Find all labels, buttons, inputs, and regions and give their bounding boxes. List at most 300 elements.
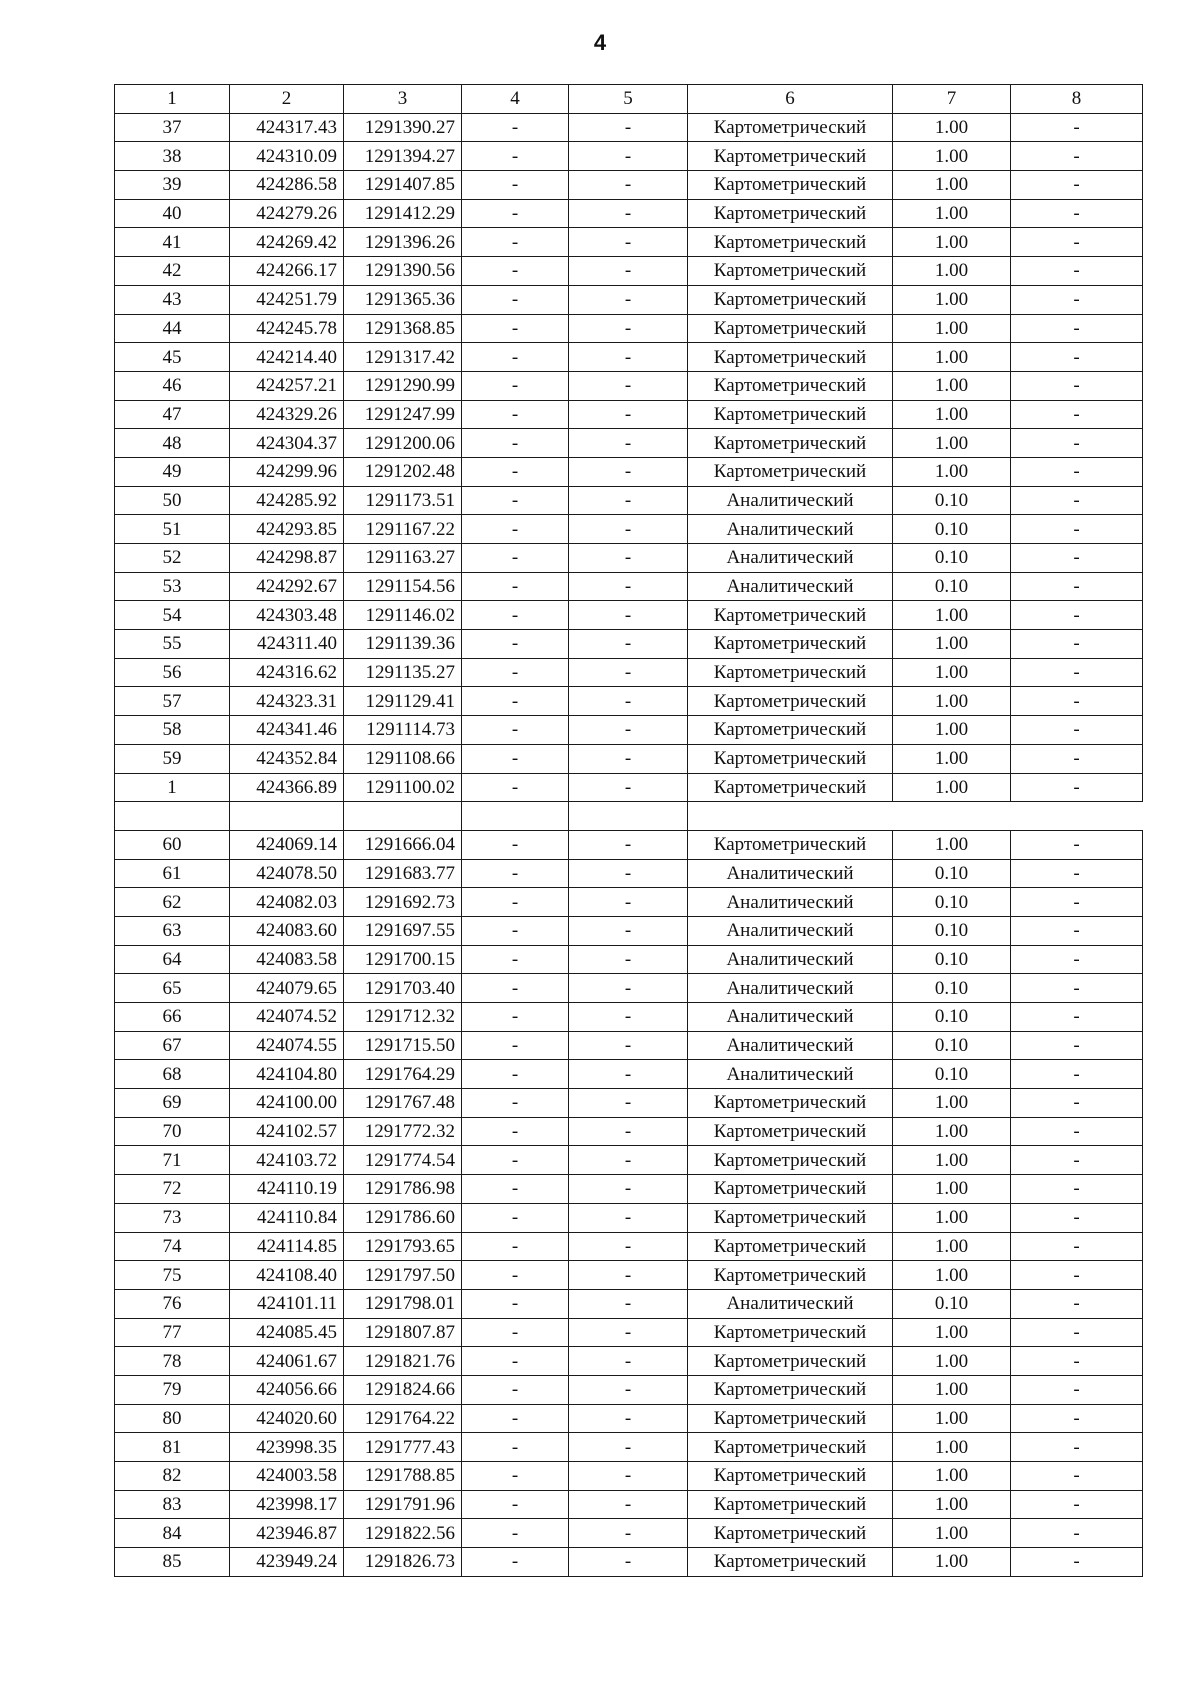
table-cell: - [1011,1347,1143,1376]
table-cell: Аналитический [688,1060,893,1089]
table-cell: 0.10 [893,1060,1011,1089]
table-cell: 66 [115,1003,230,1032]
table-cell: - [1011,199,1143,228]
table-cell: - [569,1289,688,1318]
table-cell: 51 [115,515,230,544]
table-cell: 1.00 [893,343,1011,372]
table-cell: 1291821.76 [344,1347,462,1376]
table-row [115,916,1143,945]
table-cell: 1.00 [893,199,1011,228]
table-cell: Аналитический [688,1031,893,1060]
table-cell: 1291129.41 [344,687,462,716]
table-cell: Картометрический [688,1404,893,1433]
table-cell: - [1011,1031,1143,1060]
table-cell: - [569,945,688,974]
table-cell: - [1011,285,1143,314]
table-cell: - [1011,1089,1143,1118]
table-cell: 41 [115,228,230,257]
table-cell: - [1011,572,1143,601]
table-cell: 1291826.73 [344,1548,462,1577]
table-cell: 424257.21 [230,371,344,400]
table-cell: 1291202.48 [344,457,462,486]
table-cell: 424214.40 [230,343,344,372]
table-cell: - [569,1490,688,1519]
table-row [115,744,1143,773]
table-cell: 65 [115,974,230,1003]
table-cell: 424279.26 [230,199,344,228]
table-row [115,228,1143,257]
table-cell: 424245.78 [230,314,344,343]
table-row [115,486,1143,515]
table-cell: - [1011,1462,1143,1491]
empty-cell [462,802,569,831]
table-row [115,1462,1143,1491]
table-cell: 85 [115,1548,230,1577]
column-header: 8 [1011,85,1143,114]
table-cell: - [1011,773,1143,802]
table-cell: Картометрический [688,1175,893,1204]
table-cell: 0.10 [893,945,1011,974]
table-cell: Аналитический [688,1003,893,1032]
table-cell: 424299.96 [230,457,344,486]
table-cell: - [462,1031,569,1060]
table-cell: - [569,974,688,1003]
table-cell: Картометрический [688,400,893,429]
table-cell: - [462,601,569,630]
table-row [115,171,1143,200]
table-cell: - [1011,830,1143,859]
table-cell: - [462,228,569,257]
column-header: 2 [230,85,344,114]
table-cell: - [569,171,688,200]
table-cell: 1.00 [893,1404,1011,1433]
table-cell: 1291774.54 [344,1146,462,1175]
table-cell: 58 [115,716,230,745]
table-cell: 1.00 [893,1146,1011,1175]
table-cell: - [569,457,688,486]
table-cell: - [462,1347,569,1376]
table-cell: 424114.85 [230,1232,344,1261]
table-cell: - [569,285,688,314]
table-cell: 1291807.87 [344,1318,462,1347]
table-cell: 1.00 [893,744,1011,773]
table-cell: - [1011,1375,1143,1404]
table-cell: 74 [115,1232,230,1261]
table-cell: 0.10 [893,1003,1011,1032]
table-cell: 1291703.40 [344,974,462,1003]
table-cell: 424316.62 [230,658,344,687]
table-cell: 57 [115,687,230,716]
table-cell: 70 [115,1117,230,1146]
table-cell: - [1011,1117,1143,1146]
table-cell: 1291793.65 [344,1232,462,1261]
table-cell: 424110.84 [230,1203,344,1232]
table-cell: 1.00 [893,1117,1011,1146]
table-cell: 1.00 [893,171,1011,200]
empty-cell [230,802,344,831]
table-cell: 1291146.02 [344,601,462,630]
table-cell: - [462,687,569,716]
table-cell: - [462,974,569,1003]
table-cell: 1291683.77 [344,859,462,888]
table-cell: Картометрический [688,113,893,142]
table-cell: Аналитический [688,945,893,974]
column-header: 5 [569,85,688,114]
table-cell: 424310.09 [230,142,344,171]
table-cell: 424103.72 [230,1146,344,1175]
table-cell: 1291139.36 [344,630,462,659]
table-cell: Картометрический [688,1347,893,1376]
column-header: 4 [462,85,569,114]
table-cell: 1291407.85 [344,171,462,200]
table-cell: - [1011,314,1143,343]
table-cell: 1291390.27 [344,113,462,142]
table-cell: 80 [115,1404,230,1433]
table-cell: 42 [115,257,230,286]
table-cell: - [569,1089,688,1118]
table-cell: 1291290.99 [344,371,462,400]
table-body [115,85,1143,1577]
table-cell: - [1011,716,1143,745]
table-cell: Картометрический [688,371,893,400]
table-cell: - [462,630,569,659]
table-cell: 424352.84 [230,744,344,773]
table-cell: 1291154.56 [344,572,462,601]
table-cell: - [569,1117,688,1146]
table-cell: 424020.60 [230,1404,344,1433]
table-cell: 424078.50 [230,859,344,888]
table-cell: - [569,113,688,142]
column-header: 6 [688,85,893,114]
column-header: 3 [344,85,462,114]
empty-cell [688,802,1143,831]
table-row [115,343,1143,372]
table-cell: 1.00 [893,687,1011,716]
table-cell: 76 [115,1289,230,1318]
table-cell: - [1011,658,1143,687]
table-cell: 1291712.32 [344,1003,462,1032]
table-row [115,1375,1143,1404]
table-cell: 1291394.27 [344,142,462,171]
table-cell: - [569,888,688,917]
table-cell: - [462,343,569,372]
table-cell: - [569,371,688,400]
table-cell: 1291824.66 [344,1375,462,1404]
table-cell: - [1011,1318,1143,1347]
table-cell: 424083.58 [230,945,344,974]
table-cell: - [462,544,569,573]
table-cell: 1.00 [893,658,1011,687]
table-cell: - [462,1060,569,1089]
table-cell: - [1011,228,1143,257]
table-cell: - [569,1261,688,1290]
table-cell: - [1011,1175,1143,1204]
table-cell: 1.00 [893,1462,1011,1491]
table-cell: 43 [115,285,230,314]
table-cell: - [462,1548,569,1577]
table-row [115,1060,1143,1089]
table-cell: 1.00 [893,716,1011,745]
table-cell: - [1011,257,1143,286]
table-cell: 1.00 [893,1175,1011,1204]
table-cell: 1.00 [893,830,1011,859]
table-cell: 67 [115,1031,230,1060]
table-cell: 1.00 [893,601,1011,630]
table-cell: Картометрический [688,687,893,716]
table-cell: 1.00 [893,1347,1011,1376]
table-row [115,888,1143,917]
table-cell: 53 [115,572,230,601]
table-row [115,830,1143,859]
table-cell: Картометрический [688,1117,893,1146]
table-cell: 424085.45 [230,1318,344,1347]
table-cell: Картометрический [688,199,893,228]
table-cell: 1291777.43 [344,1433,462,1462]
table-cell: Картометрический [688,630,893,659]
table-cell: - [569,1060,688,1089]
table-cell: 55 [115,630,230,659]
table-row [115,1232,1143,1261]
table-cell: Картометрический [688,830,893,859]
table-cell: - [569,1347,688,1376]
table-row [115,1003,1143,1032]
table-cell: - [569,343,688,372]
table-cell: 56 [115,658,230,687]
table-cell: - [569,314,688,343]
table-cell: 423949.24 [230,1548,344,1577]
table-cell: 59 [115,744,230,773]
table-cell: 1.00 [893,1261,1011,1290]
table-cell: - [1011,113,1143,142]
table-cell: - [569,142,688,171]
table-cell: 1291396.26 [344,228,462,257]
table-cell: 1291666.04 [344,830,462,859]
table-cell: 1.00 [893,1548,1011,1577]
table-cell: 423998.17 [230,1490,344,1519]
table-cell: 73 [115,1203,230,1232]
empty-cell [115,802,230,831]
table-cell: - [462,314,569,343]
table-cell: 37 [115,113,230,142]
table-cell: 1291100.02 [344,773,462,802]
table-cell: 83 [115,1490,230,1519]
table-cell: 1.00 [893,630,1011,659]
table-cell: - [569,773,688,802]
table-cell: 0.10 [893,515,1011,544]
table-cell: 424056.66 [230,1375,344,1404]
table-cell: 62 [115,888,230,917]
table-cell: Аналитический [688,572,893,601]
table-cell: 1.00 [893,285,1011,314]
table-cell: - [1011,687,1143,716]
table-cell: - [1011,1261,1143,1290]
table-cell: 424110.19 [230,1175,344,1204]
table-cell: Картометрический [688,343,893,372]
table-cell: - [569,1519,688,1548]
table-cell: - [1011,744,1143,773]
column-header: 1 [115,85,230,114]
table-header-row [115,85,1143,114]
table-cell: 1 [115,773,230,802]
table-cell: Картометрический [688,601,893,630]
table-cell: 1.00 [893,1490,1011,1519]
table-cell: - [1011,601,1143,630]
table-cell: 61 [115,859,230,888]
table-cell: - [569,1232,688,1261]
table-cell: - [569,1375,688,1404]
table-cell: 424083.60 [230,916,344,945]
table-cell: 1291368.85 [344,314,462,343]
table-cell: - [462,1089,569,1118]
table-cell: - [569,515,688,544]
table-cell: 1291798.01 [344,1289,462,1318]
table-cell: - [1011,171,1143,200]
table-cell: - [1011,888,1143,917]
table-cell: - [569,1003,688,1032]
table-cell: Картометрический [688,228,893,257]
table-cell: 45 [115,343,230,372]
table-cell: - [1011,859,1143,888]
table-cell: - [1011,1146,1143,1175]
table-cell: 1.00 [893,429,1011,458]
table-row [115,572,1143,601]
table-cell: Аналитический [688,544,893,573]
table-row [115,859,1143,888]
table-cell: 424061.67 [230,1347,344,1376]
table-row [115,285,1143,314]
table-cell: 1.00 [893,228,1011,257]
table-cell: 1.00 [893,773,1011,802]
table-cell: 424102.57 [230,1117,344,1146]
table-cell: - [462,1490,569,1519]
table-cell: - [1011,515,1143,544]
table-cell: - [1011,1203,1143,1232]
table-cell: 424003.58 [230,1462,344,1491]
table-cell: - [462,515,569,544]
table-cell: - [462,773,569,802]
table-cell: 424266.17 [230,257,344,286]
table-cell: Аналитический [688,888,893,917]
table-cell: - [569,601,688,630]
table-cell: 424298.87 [230,544,344,573]
table-cell: 424323.31 [230,687,344,716]
table-cell: - [1011,1433,1143,1462]
table-row [115,1404,1143,1433]
table-cell: 424293.85 [230,515,344,544]
table-row [115,773,1143,802]
table-cell: - [569,544,688,573]
table-cell: 423946.87 [230,1519,344,1548]
table-cell: - [462,171,569,200]
table-cell: - [1011,1060,1143,1089]
table-cell: 424069.14 [230,830,344,859]
table-cell: - [462,486,569,515]
table-row [115,1146,1143,1175]
table-row [115,1519,1143,1548]
empty-cell [344,802,462,831]
table-cell: - [462,113,569,142]
table-cell: 81 [115,1433,230,1462]
table-cell: 1.00 [893,113,1011,142]
table-row [115,1031,1143,1060]
table-cell: - [569,1548,688,1577]
table-cell: - [462,1404,569,1433]
table-cell: 1.00 [893,257,1011,286]
table-cell: 424366.89 [230,773,344,802]
table-cell: 1.00 [893,1203,1011,1232]
table-cell: Картометрический [688,285,893,314]
table-cell: - [569,400,688,429]
table-cell: 1291822.56 [344,1519,462,1548]
table-cell: 52 [115,544,230,573]
table-row [115,199,1143,228]
table-cell: Картометрический [688,429,893,458]
table-cell: Картометрический [688,1462,893,1491]
table-cell: Картометрический [688,314,893,343]
table-cell: 77 [115,1318,230,1347]
table-cell: 72 [115,1175,230,1204]
table-cell: 50 [115,486,230,515]
table-cell: 423998.35 [230,1433,344,1462]
table-cell: - [462,285,569,314]
table-cell: - [569,486,688,515]
table-cell: - [462,371,569,400]
table-cell: 1.00 [893,1232,1011,1261]
table-cell: - [462,1175,569,1204]
table-cell: Аналитический [688,859,893,888]
table-cell: 1291173.51 [344,486,462,515]
table-cell: 1291692.73 [344,888,462,917]
table-cell: Аналитический [688,974,893,1003]
table-cell: 424251.79 [230,285,344,314]
table-cell: Картометрический [688,716,893,745]
table-cell: 1291791.96 [344,1490,462,1519]
table-cell: 44 [115,314,230,343]
table-cell: 79 [115,1375,230,1404]
empty-cell [569,802,688,831]
table-cell: Аналитический [688,515,893,544]
table-cell: - [1011,1232,1143,1261]
table-cell: 424074.55 [230,1031,344,1060]
table-cell: - [462,1146,569,1175]
table-cell: - [462,1433,569,1462]
table-cell: 78 [115,1347,230,1376]
table-cell: 1291697.55 [344,916,462,945]
table-cell: - [1011,916,1143,945]
table-cell: - [569,716,688,745]
table-cell: - [569,228,688,257]
table-cell: Аналитический [688,916,893,945]
table-row [115,716,1143,745]
table-row [115,687,1143,716]
table-cell: 1291786.60 [344,1203,462,1232]
table-cell: - [1011,974,1143,1003]
table-row [115,1261,1143,1290]
table-cell: 0.10 [893,1289,1011,1318]
table-cell: - [1011,343,1143,372]
table-cell: 39 [115,171,230,200]
table-row [115,400,1143,429]
table-cell: 1291797.50 [344,1261,462,1290]
table-cell: 1291764.29 [344,1060,462,1089]
table-cell: - [462,199,569,228]
table-cell: - [569,1318,688,1347]
table-cell: 1291767.48 [344,1089,462,1118]
table-cell: Картометрический [688,744,893,773]
table-cell: - [462,716,569,745]
table-cell: 1291108.66 [344,744,462,773]
table-cell: 40 [115,199,230,228]
